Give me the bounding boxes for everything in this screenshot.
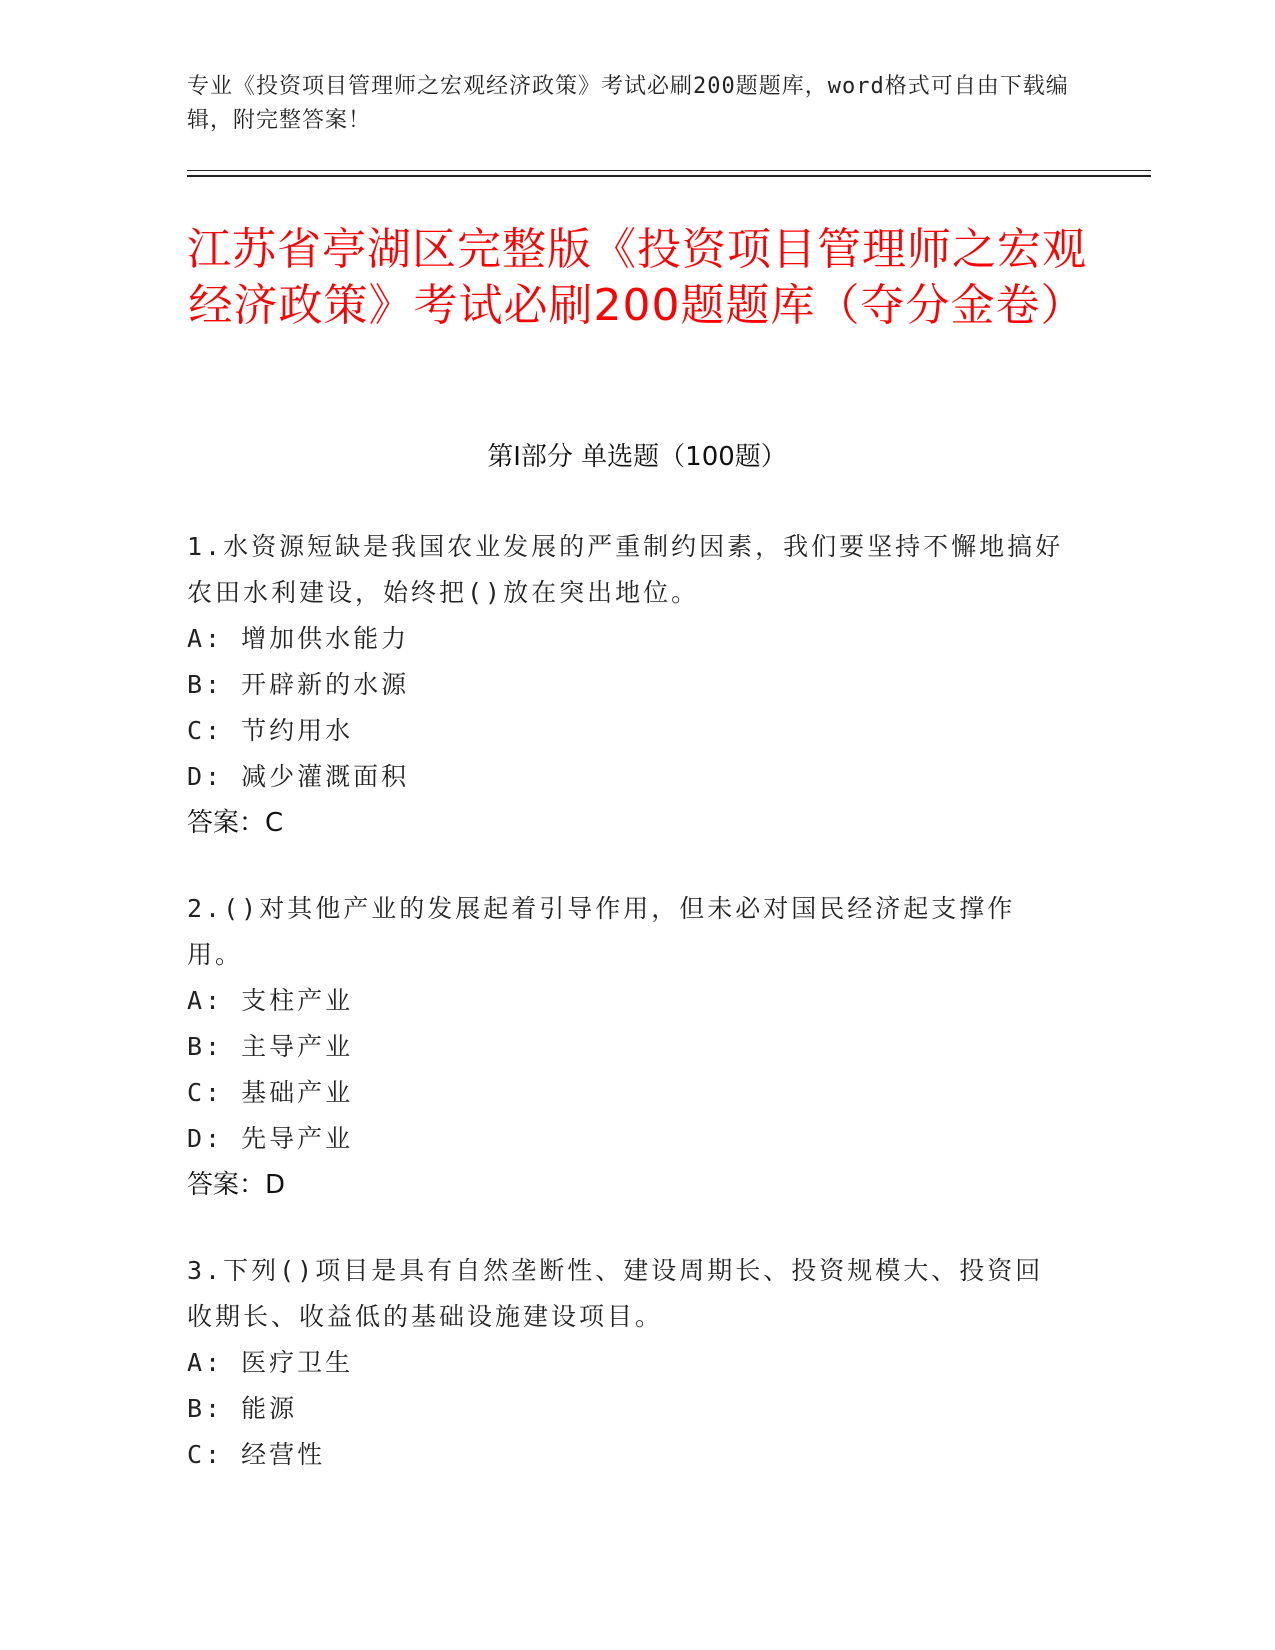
option-a: A: 医疗卫生 xyxy=(187,1348,354,1377)
header-intro: 专业《投资项目管理师之宏观经济政策》考试必刷200题题库，word格式可自由下载编辑，附完整答案！ xyxy=(187,74,1069,133)
option-c: C: 经营性 xyxy=(187,1440,326,1469)
question-3 xyxy=(187,1248,1067,1478)
answer: 答案：D xyxy=(187,1170,286,1200)
question-list xyxy=(187,524,1067,1518)
document-title: 江苏省亭湖区完整版《投资项目管理师之宏观经济政策》考试必刷200题题库（夺分金卷） xyxy=(187,224,1087,331)
question-stem: 2.()对其他产业的发展起着引导作用，但未必对国民经济起支撑作用。 xyxy=(187,894,1016,969)
question-2 xyxy=(187,886,1067,1208)
option-b: B: 开辟新的水源 xyxy=(187,670,410,699)
option-b: B: 能源 xyxy=(187,1394,298,1423)
header-divider-thick xyxy=(187,175,1151,177)
option-a: A: 增加供水能力 xyxy=(187,624,410,653)
section-heading: 第I部分 单选题（100题） xyxy=(487,442,787,472)
question-1 xyxy=(187,524,1067,846)
option-a: A: 支柱产业 xyxy=(187,986,354,1015)
option-d: D: 减少灌溉面积 xyxy=(187,762,410,791)
option-b: B: 主导产业 xyxy=(187,1032,354,1061)
option-c: C: 基础产业 xyxy=(187,1078,354,1107)
question-stem: 1.水资源短缺是我国农业发展的严重制约因素，我们要坚持不懈地搞好农田水利建设，始终把()放在突出地位。 xyxy=(187,532,1064,607)
option-d: D: 先导产业 xyxy=(187,1124,354,1153)
option-c: C: 节约用水 xyxy=(187,716,354,745)
header-divider-thin xyxy=(187,170,1151,171)
answer: 答案：C xyxy=(187,808,284,838)
question-stem: 3.下列()项目是具有自然垄断性、建设周期长、投资规模大、投资回收期长、收益低的基础设施建设项目。 xyxy=(187,1256,1044,1331)
